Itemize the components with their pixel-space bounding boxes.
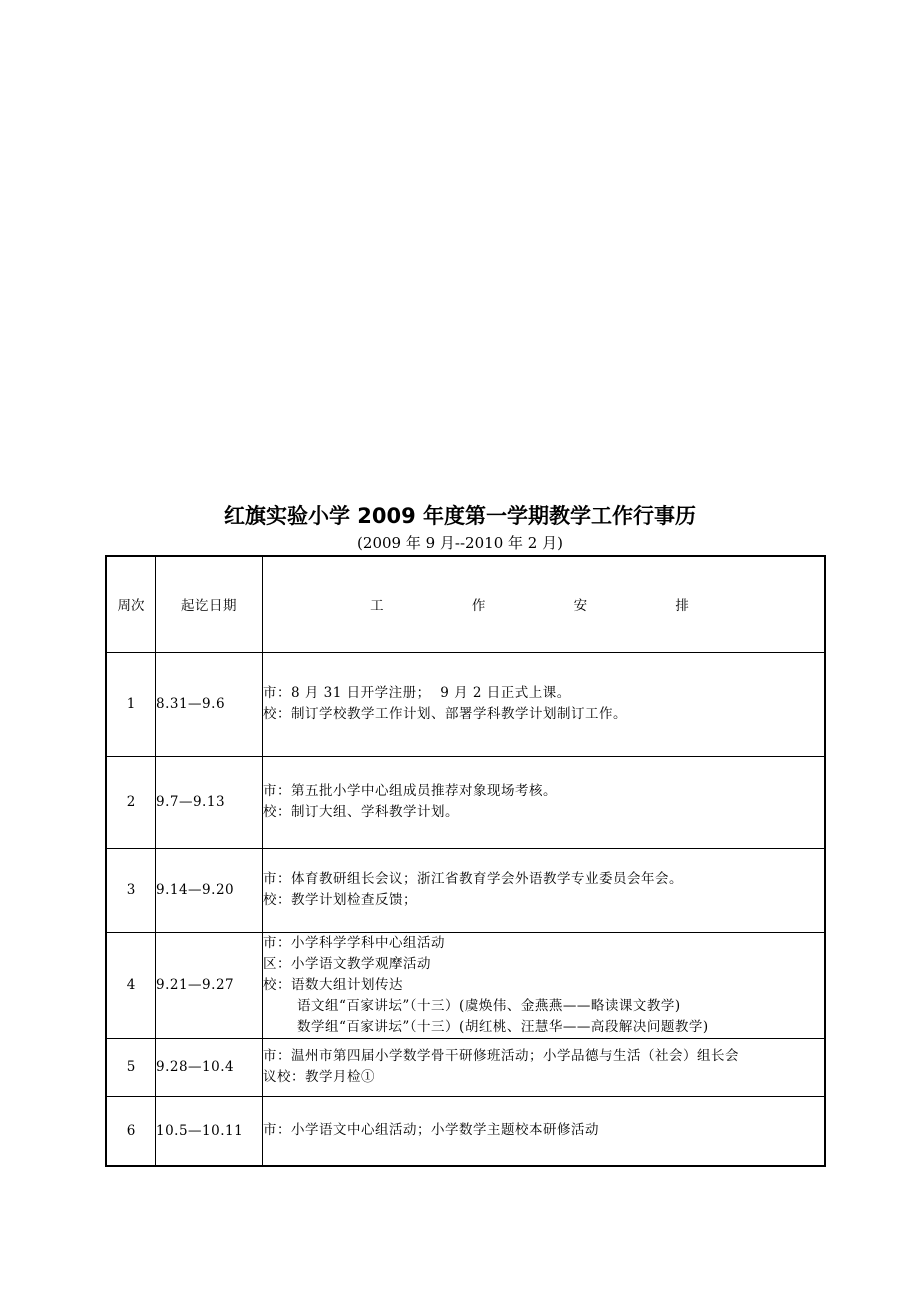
row-work [263, 652, 826, 756]
row-week: 4 [106, 932, 156, 1038]
row-work [263, 1096, 826, 1166]
header-week: 周次 [106, 556, 156, 652]
work-line: 市：小学科学学科中心组活动 [263, 934, 445, 951]
work-line: 市：第五批小学中心组成员推荐对象现场考核。 [263, 783, 557, 799]
row-week: 3 [106, 848, 156, 932]
row-week: 2 [106, 756, 156, 848]
header-date: 起讫日期 [156, 556, 263, 652]
work-line: 数学组“百家讲坛”（十三）(胡红桃、汪慧华——高段解决问题教学) [297, 1018, 709, 1035]
schedule-table [105, 555, 826, 1167]
row-work [263, 848, 826, 932]
table-row [106, 1096, 825, 1166]
row-date: 9.14—9.20 [156, 848, 263, 932]
table-row [106, 652, 825, 756]
page-title: 红旗实验小学 2009 年度第一学期教学工作行事历 [223, 504, 697, 528]
work-line: 校：语数大组计划传达 [263, 976, 403, 993]
row-week: 1 [106, 652, 156, 756]
work-line: 校：教学计划检查反馈； [263, 892, 417, 908]
work-line: 议校：教学月检① [263, 1069, 375, 1085]
page-subtitle: (2009 年 9 月--2010 年 2 月) [357, 534, 563, 552]
table-header-row [106, 556, 825, 652]
row-date: 9.21—9.27 [156, 932, 263, 1038]
work-line: 市：温州市第四届小学数学骨干研修班活动；小学品德与生活（社会）组长会 [263, 1048, 739, 1064]
row-date: 10.5—10.11 [156, 1096, 263, 1166]
table-row [106, 848, 825, 932]
row-date: 8.31—9.6 [156, 652, 263, 756]
work-line: 市：体育教研组长会议；浙江省教育学会外语教学专业委员会年会。 [263, 871, 683, 887]
table-row [106, 1038, 825, 1096]
row-week: 6 [106, 1096, 156, 1166]
work-line: 市：小学语文中心组活动；小学数学主题校本研修活动 [263, 1122, 599, 1139]
work-line: 校：制订大组、学科教学计划。 [263, 804, 459, 820]
row-date: 9.28—10.4 [156, 1038, 263, 1096]
table-row [106, 756, 825, 848]
row-week: 5 [106, 1038, 156, 1096]
header-work: 工 作 安 排 [263, 556, 826, 652]
table-row [106, 932, 825, 1038]
work-line: 语文组“百家讲坛”（十三）(虞焕伟、金燕燕——略读课文教学) [297, 997, 681, 1014]
row-work [263, 1038, 826, 1096]
work-line: 区：小学语文教学观摩活动 [263, 955, 431, 972]
row-date: 9.7—9.13 [156, 756, 263, 848]
row-work [263, 756, 826, 848]
row-work [263, 932, 826, 1038]
work-line: 校：制订学校教学工作计划、部署学科教学计划制订工作。 [263, 706, 627, 722]
work-line: 市：8 月 31 日开学注册； 9 月 2 日正式上课。 [263, 685, 571, 701]
